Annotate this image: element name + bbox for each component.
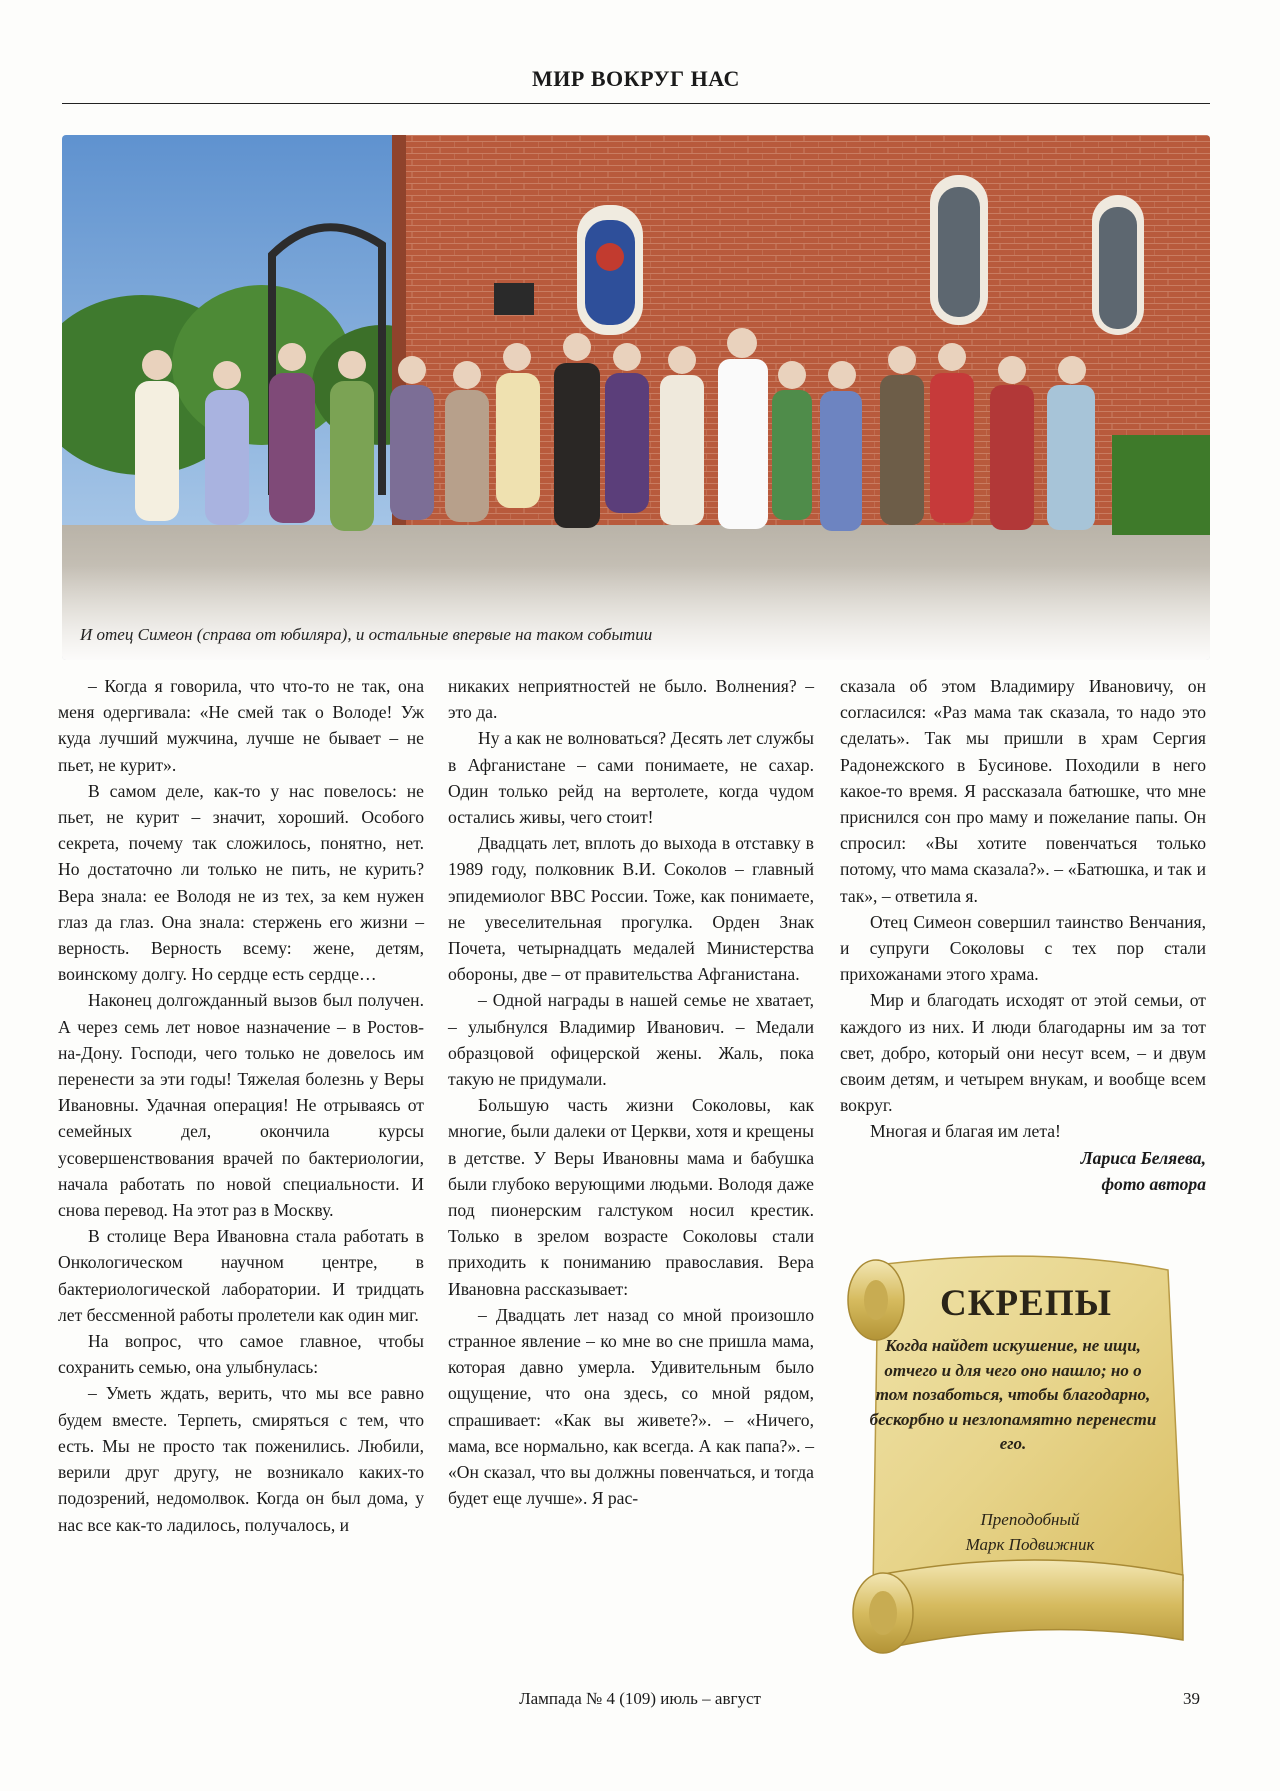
paragraph: Отец Симеон совершил таинство Венчания, и супруги Соколовы с тех пор стали прихожанами этого храма. <box>840 911 1206 985</box>
sidebar-quote: Когда найдет искушение, не ищи, отчего и для чего оно нашло; но о том позаботься, чтобы благодарно, бескорбно и незлопамятно перенести его. <box>869 1336 1157 1454</box>
paragraph: На вопрос, что самое главное, чтобы сохранить семью, она улыбнулась: <box>58 1331 424 1378</box>
header-rule <box>62 103 1210 104</box>
paragraph: Большую часть жизни Соколовы, как многие, были далеки от Церкви, хотя и крещены в детстве. У Веры Ивановны мама и бабушка были глубоко верующими людьми. Володя даже под пионерским галстуком носил крестик. Только в зрелом возрасте Соколовы стали приходить к пониманию православия. Вера Ивановна рассказывает: <box>448 1095 814 1299</box>
article-column-2 <box>448 673 814 1512</box>
paragraph: никаких неприятностей не было. Волнения? – это да. <box>448 676 814 723</box>
paragraph: Ну а как не волноваться? Десять лет службы в Афганистане – сами понимаете, не сахар. Один только рейд на вертолете, когда чудом остались живы, чего стоит! <box>448 728 814 828</box>
paragraph: Мир и благодать исходят от этой семьи, от каждого из них. И люди благодарны им за тот свет, добро, который они несут всем, – и двум своим детям, и четырем внукам, и вообще всем вокруг. <box>840 990 1206 1116</box>
magazine-footer: Лампада № 4 (109) июль – август <box>519 1689 761 1708</box>
paragraph: – Когда я говорила, что что-то не так, она меня одергивала: «Не смей так о Володе! Уж куда лучший мужчина, лучше не бывает – не пьет, не курит». <box>58 676 424 775</box>
page-number: 39 <box>1183 1689 1200 1708</box>
group-photo <box>62 135 1210 660</box>
paragraph: Многая и благая им лета! <box>870 1121 1061 1142</box>
paragraph: сказала об этом Владимиру Ивановичу, он согласился: «Раз мама так сказала, то надо это сделать». Так мы пришли в храм Сергия Радонежского в Бусинове. Походили в него какое-то время. Я рассказала батюшке, что мне приснился сон про маму и пожелание папы. Он спросил: «Вы хотите повенчаться только потому, что мама сказала?». – «Батюшка, и так и так», – ответила я. <box>840 676 1206 906</box>
sidebar-author-line: Марк Подвижник <box>965 1534 1095 1554</box>
paragraph: – Одной награды в нашей семье не хватает, – улыбнулся Владимир Иванович. – Медали образцовой офицерской жены. Жаль, пока такую не придумали. <box>448 990 814 1090</box>
photo-caption: И отец Симеон (справа от юбиляра), и остальные впервые на таком событии <box>80 625 653 644</box>
sidebar-author <box>920 1508 1140 1557</box>
article-column-3 <box>840 673 1206 1197</box>
sidebar-title: СКРЕПЫ <box>940 1283 1112 1324</box>
paragraph: В столице Вера Ивановна стала работать в Онкологическом научном центре, в бактериологической лаборатории. И тридцать лет бессменной работы пролетели как один миг. <box>58 1226 424 1325</box>
section-title: МИР ВОКРУГ НАС <box>532 66 740 91</box>
paragraph: – Уметь ждать, верить, что мы все равно будем вместе. Терпеть, смиряться с тем, что есть. Мы не просто так поженились. Любили, верили друг другу, не возникало каких-то подозрений, недомолвок. Когда он был дома, у нас все как-то ладилось, получалось, и <box>58 1383 424 1535</box>
photo-credit: фото автора <box>1101 1173 1206 1194</box>
paragraph: В самом деле, как-то у нас повелось: не пьет, не курит – значит, хороший. Особого секрета, почему так сложилось, понятно, нет. Но достаточно ли только не пить, не курить? Вера знала: ее Володя не из тех, за кем нужен глаз да глаз. Она знала: стержень его жизни – верность. Верность всему: жене, детям, воинскому долгу. Но сердце есть сердце… <box>58 780 424 985</box>
sidebar-author-line: Преподобный <box>980 1510 1080 1529</box>
paragraph: Двадцать лет, вплоть до выхода в отставку в 1989 году, полковник В.И. Соколов – главный эпидемиолог ВВС России. Тоже, как понимаете, не увеселительная прогулка. Орден Знак Почета, четырнадцать медалей Министерства обороны, две – от правительства Афганистана. <box>448 833 814 985</box>
paragraph: – Двадцать лет назад со мной произошло странное явление – ко мне во сне пришла мама, которая давно умерла. Удивительным было ощущение, что она здесь, со мной рядом, спрашивает: «Как вы живете?». – «Ничего, мама, все нормально, как всегда. А как папа?». – «Он сказал, что вы должны повенчаться, и тогда будет еще лучше». Я рас- <box>448 1304 814 1509</box>
paragraph: Наконец долгожданный вызов был получен. А через семь лет новое назначение – в Ростов-на-Дону. Господи, чего только не довелось им перенести за эти годы! Тяжелая болезнь у Веры Ивановны. Удачная операция! Не отрываясь от семейных дел, окончила курсы усовершенствования врачей по бактериологии, начала работать по новой специальности. И снова перевод. На этот раз в Москву. <box>58 990 424 1221</box>
article-column-1 <box>58 673 424 1538</box>
author-signature: Лариса Беляева, <box>1080 1147 1206 1168</box>
